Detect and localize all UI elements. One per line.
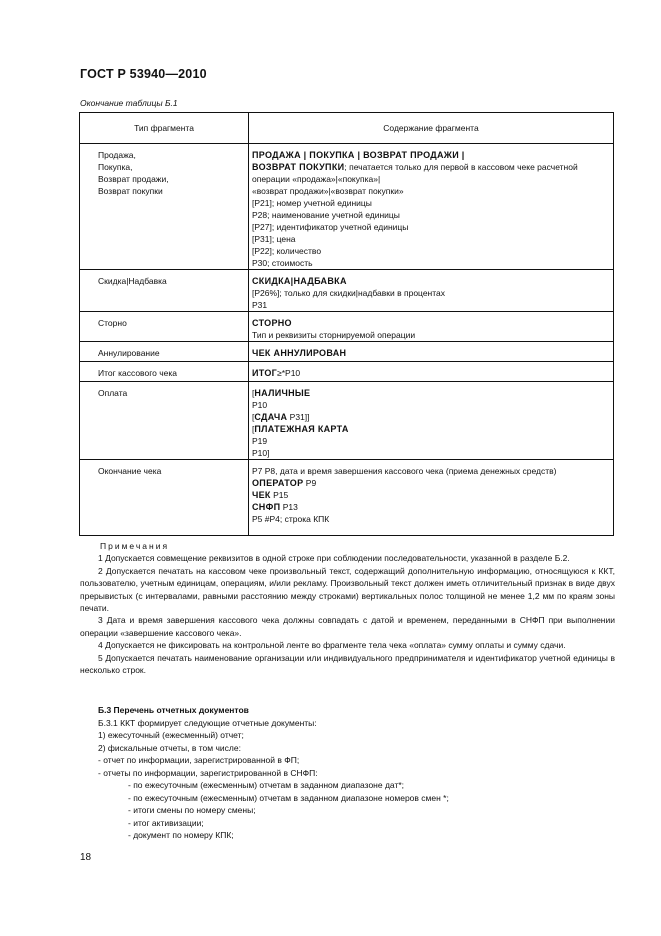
content-text: Р10] [252,448,270,458]
content-text: операции «продажа»|«покупка»| [252,174,381,184]
content-keyword: СТОРНО [252,318,292,328]
section-line: - отчеты по информации, зарегистрированной в СНФП: [98,767,318,778]
section-subitem: - документ по номеру КПК; [128,830,234,840]
fragment-type-line: Скидка|Надбавка [98,276,167,286]
fragment-content-line [252,513,613,525]
fragment-type-line: Возврат продажи, [98,174,169,184]
fragment-type-line: Аннулирование [98,348,160,358]
content-text: Р10 [252,400,268,410]
content-text: Р31]] [287,412,310,422]
fragment-content-line [252,317,613,329]
fragment-content-line [252,501,613,513]
fragment-type-cell [80,362,249,382]
content-text: [ [252,388,255,398]
note-item: 4 Допускается не фиксировать на контрольной ленте во фрагменте тела чека «оплата» сумму оплаты и сумму сдачи. [98,640,566,651]
content-keyword: СНФП [252,502,281,512]
content-text: [Р22]; количество [252,246,322,256]
fragment-type-line: Продажа, [98,150,136,160]
content-text: [Р27]; идентификатор учетной единицы [252,222,409,232]
fragment-content-line [252,245,613,257]
content-text: [Р31]; цена [252,234,296,244]
fragment-type-line: Итог кассового чека [98,368,177,378]
content-text: Р28; наименование учетной единицы [252,210,400,220]
content-text: Р13 [280,502,298,512]
content-text: «возврат продажи»|«возврат покупки» [252,186,404,196]
fragment-type-cell [80,382,249,460]
fragment-content-line [252,287,613,299]
content-text: Р31 [252,300,268,310]
fragment-type-cell [80,312,249,342]
content-keyword: ПЛАТЕЖНАЯ КАРТА [254,424,349,434]
fragment-content-line [252,489,613,501]
fragment-content-line [252,173,613,185]
fragment-content-line [252,411,613,423]
content-text: Тип и реквизиты сторнируемой операции [252,330,416,340]
page-number: 18 [80,852,92,863]
content-text: Р5 #Р4; строка КПК [252,514,330,524]
fragment-content-line [252,275,613,287]
document-header: ГОСТ Р 53940—2010 [80,67,207,81]
note-item: 2 Допускается печатать на кассовом чеке произвольный текст, содержащий дополнительную информацию, относящуюся к ККТ, пользователю, учетным единицам, операциям, и/или рекламу. Произвольный текст должен иметь отличительный признак в виде двух прерывистых (с интервалами, равными расстоянию между строками) вертикальных полос толщиной не менее 1,2 мм по краям зоны печати. [80,565,615,614]
content-text: [Р26%]; только для скидки|надбавки в процентах [252,288,446,298]
note-item: 5 Допускается печатать наименование организации или индивидуального предпринимателя и идентификатор учетной единицы в несколько строк. [80,652,615,676]
reports-section [80,704,615,842]
fragment-content-line [252,347,613,359]
table-row [80,312,614,342]
section-line: 1) ежесуточный (ежесменный) отчет; [98,730,244,740]
table-row [80,342,614,362]
column-header-content: Содержание фрагмента [249,113,614,144]
notes-title: Примечания [100,541,170,551]
fragment-type-line: Возврат покупки [98,186,163,196]
table-row [80,270,614,312]
content-text: [ [252,412,255,422]
note-item: 1 Допускается совмещение реквизитов в одной строке при соблюдении последовательности, указанной в разделе Б.2. [98,553,570,564]
fragment-content-line [252,399,613,411]
section-line: Б.3.1 ККТ формирует следующие отчетные документы: [98,717,317,728]
content-keyword: ПРОДАЖА | ПОКУПКА | ВОЗВРАТ ПРОДАЖИ | [252,150,465,160]
content-keyword: СКИДКА|НАДБАВКА [252,276,347,286]
note-item: 3 Дата и время завершения кассового чека должны совпадать с датой и временем, переданными в СНФП при выполнении операции «завершение кассового чека». [80,615,615,638]
table-row [80,382,614,460]
content-text: ; печатается только для первой в кассовом чеке расчетной [344,162,578,172]
content-keyword: НАЛИЧНЫЕ [254,388,311,398]
fragment-content-line [252,329,613,341]
fragment-content-line [252,221,613,233]
table-row [80,460,614,536]
content-text: Р30; стоимость [252,258,313,268]
fragment-type-cell [80,270,249,312]
content-text: Р7 Р8, дата и время завершения кассового чека (приема денежных средств) [252,466,557,476]
content-keyword: ВОЗВРАТ ПОКУПКИ [252,162,345,172]
content-text: [ [252,424,255,434]
fragment-content-cell [249,362,614,382]
column-header-type: Тип фрагмента [80,113,249,144]
section-heading: Б.3 Перечень отчетных документов [98,705,249,715]
fragment-content-cell [249,382,614,460]
content-keyword: ИТОГ [252,368,278,378]
section-subitem: - итог активизации; [128,817,204,828]
content-keyword: СДАЧА [254,412,288,422]
fragment-content-cell [249,460,614,536]
fragment-content-cell [249,312,614,342]
table-header-row [80,113,614,144]
content-text: ≥*Р10 [277,368,301,378]
fragment-type-cell [80,460,249,536]
fragment-type-line: Оплата [98,388,128,398]
section-subitem: - итоги смены по номеру смены; [128,805,256,815]
table-row [80,144,614,270]
fragment-content-line [252,465,613,477]
section-line: 2) фискальные отчеты, в том числе: [98,742,241,753]
fragment-content-line [252,367,613,379]
content-text: Р15 [270,490,289,500]
fragment-content-line [252,233,613,245]
fragment-content-line [252,149,613,161]
fragment-type-line: Сторно [98,318,127,328]
section-subitem: - по ежесуточным (ежесменным) отчетам в заданном диапазоне номеров смен *; [128,792,449,803]
fragment-content-line [252,185,613,197]
fragment-type-line: Покупка, [98,162,133,172]
notes-block [80,540,615,676]
table-caption: Окончание таблицы Б.1 [80,98,178,108]
content-text: [Р21]; номер учетной единицы [252,198,372,208]
section-line: - отчет по информации, зарегистрированной в ФП; [98,755,300,765]
fragment-content-line [252,161,613,173]
fragment-content-line [252,387,613,399]
section-subitem: - по ежесуточным (ежесменным) отчетам в заданном диапазоне дат*; [128,780,405,790]
fragments-table [79,112,614,536]
fragment-content-line [252,435,613,447]
fragment-content-line [252,209,613,221]
content-keyword: ЧЕК АННУЛИРОВАН [252,348,347,358]
fragment-content-line [252,197,613,209]
content-keyword: ОПЕРАТОР [252,478,304,488]
fragment-content-cell [249,144,614,270]
table-row [80,362,614,382]
fragment-content-line [252,299,613,311]
content-keyword: ЧЕК [252,490,271,500]
fragment-type-line: Окончание чека [98,466,162,476]
fragment-content-cell [249,270,614,312]
fragment-content-line [252,477,613,489]
fragment-content-line [252,423,613,435]
fragment-content-line [252,257,613,269]
fragment-type-cell [80,144,249,270]
content-text: Р19 [252,436,268,446]
content-text: Р9 [303,478,317,488]
fragment-content-cell [249,342,614,362]
fragment-type-cell [80,342,249,362]
fragment-content-line [252,447,613,459]
